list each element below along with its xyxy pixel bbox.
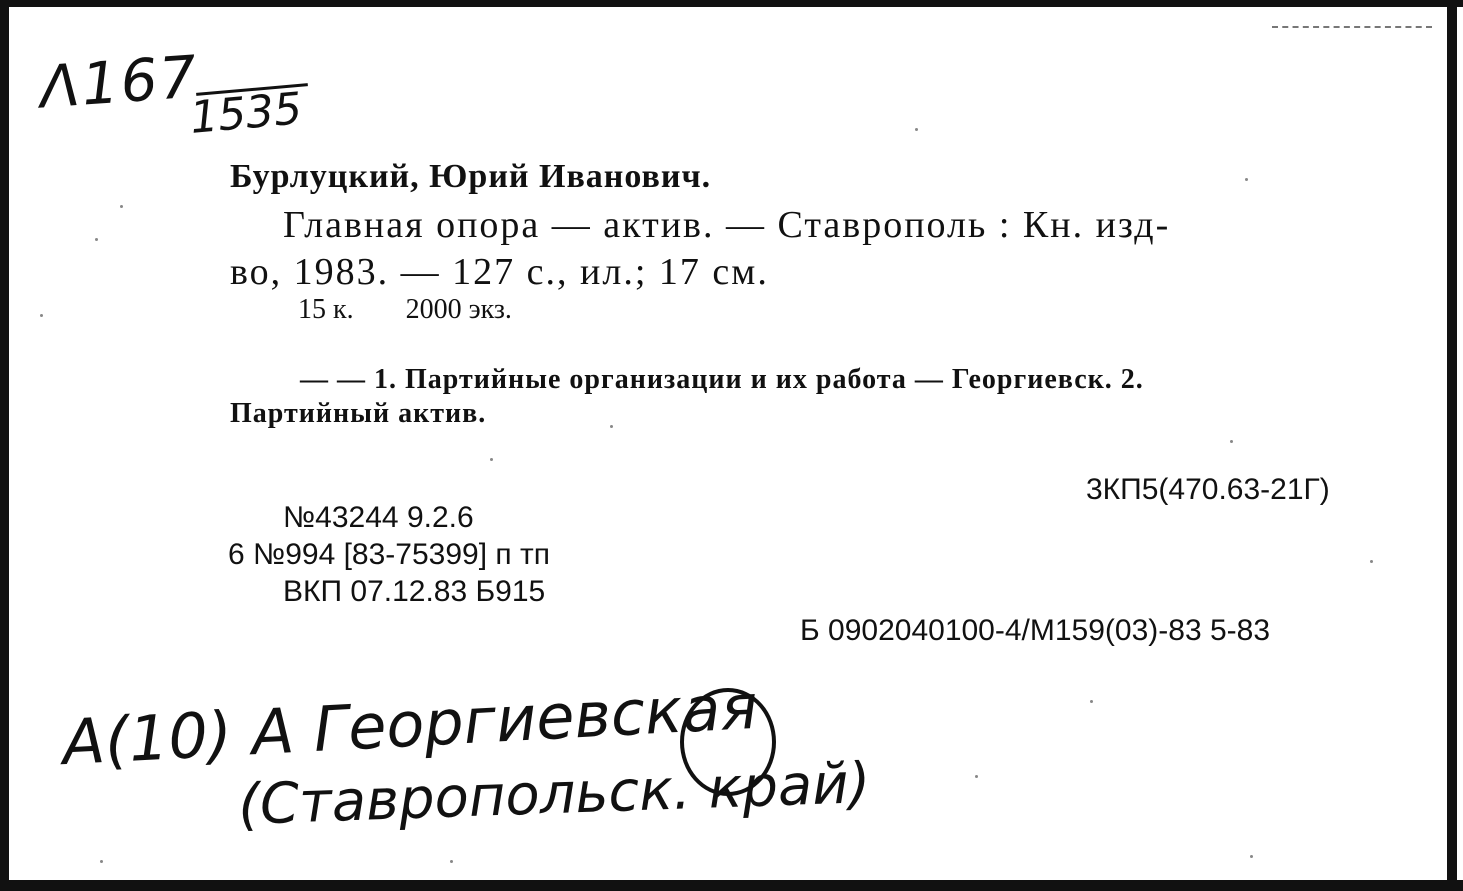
speck [975,775,978,778]
title-line-1: Главная опора — актив. — Ставрополь : Кн. изд- [283,204,1171,246]
speck [610,425,613,428]
author-heading: Бурлуцкий, Юрий Иванович. [230,158,712,195]
copies: 2000 экз. [405,294,512,325]
speck [100,860,103,863]
price: 15 к. [298,294,354,325]
speck [490,458,493,461]
card-border-left [0,0,9,891]
classification-index: 3КП5(470.63-21Г) [1086,473,1330,506]
shelf-mark: Λ167 [37,42,201,122]
speck [1370,560,1373,563]
card-border-bottom [0,880,1463,891]
handwritten-note-2: (Ставропольск. край) [237,750,872,839]
shelf-mark-sub: 1535 [187,83,304,144]
speck [95,238,98,241]
subjects-line-1: — — 1. Партийные организации и их работа — Георгиевск. 2. [300,364,1144,395]
speck [450,860,453,863]
title-line-2: во, 1983. — 127 с., ил.; 17 см. [230,251,769,293]
code-line-2: 6 №994 [83-75399] п тп [228,538,550,571]
speck [1250,855,1253,858]
dashed-mark [1272,26,1432,28]
card-border-right [1447,0,1457,891]
code-line-3: ВКП 07.12.83 Б915 [283,575,546,608]
code-line-1: №43244 9.2.6 [283,501,474,534]
handwritten-note-1: A(10) A Георгиевская [60,669,760,780]
speck [120,205,123,208]
book-code: Б 0902040100-4/М159(03)-83 5-83 [800,614,1271,647]
speck [1245,178,1248,181]
price-line [298,294,512,326]
speck [1090,700,1093,703]
speck [1230,440,1233,443]
card-border-top [0,0,1463,7]
speck [915,128,918,131]
speck [40,314,43,317]
subjects-line-2: Партийный актив. [230,398,487,429]
